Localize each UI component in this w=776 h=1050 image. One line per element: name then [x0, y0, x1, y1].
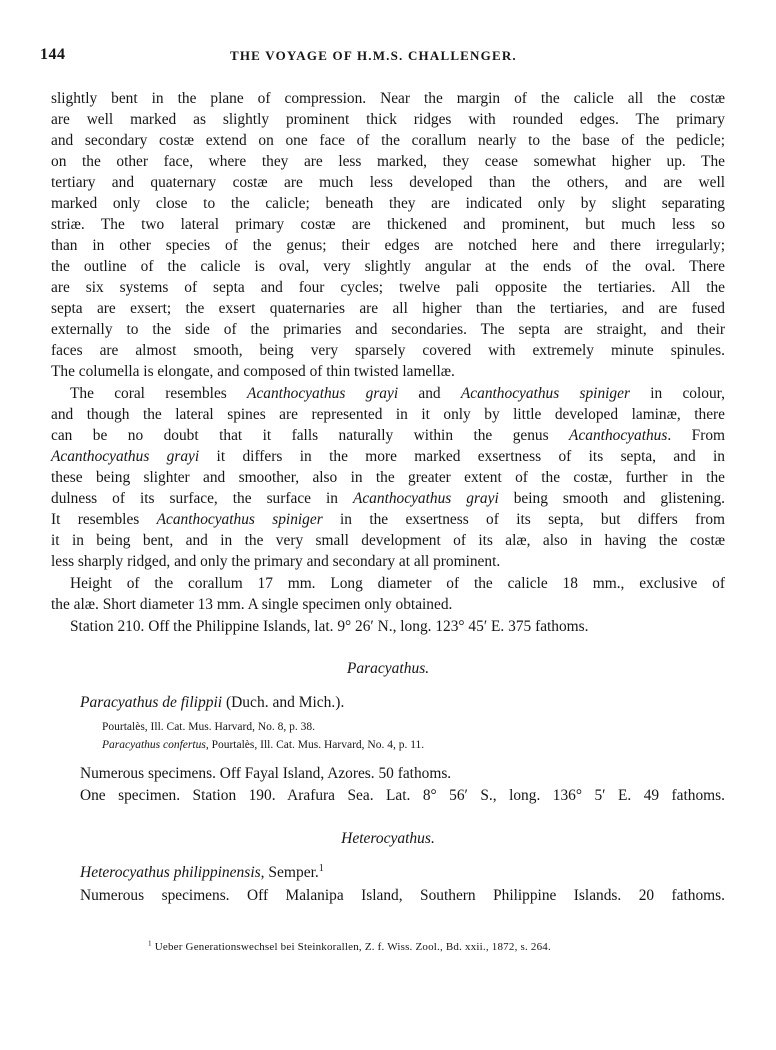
- bibliographic-reference: Paracyathus confertus, Pourtalès, Ill. Cat. Mus. Harvard, No. 4, p. 11.: [102, 739, 425, 751]
- specimen-record: One specimen. Station 190. Arafura Sea. Lat. 8° 56′ S., long. 136° 5′ E. 49 fathoms.: [80, 787, 725, 804]
- taxon-name: Acanthocyathus grayi: [51, 448, 200, 465]
- description-line: faces are almost smooth, being very sparsely covered with extremely minute spinules.: [51, 342, 725, 359]
- comparison-line: It resembles Acanthocyathus spiniger in the exsertness of its septa, but differs from: [51, 511, 726, 528]
- description-line: than in other species of the genus; their edges are notched here and there irregularly;: [51, 237, 725, 254]
- footnote-marker: 1: [148, 939, 152, 948]
- comparison-line: these being slighter and smoother, also in the greater extent of the costæ, further in the: [51, 469, 725, 486]
- taxon-name: Acanthocyathus grayi: [247, 385, 399, 402]
- bibliographic-reference: Pourtalès, Ill. Cat. Mus. Harvard, No. 8, p. 38.: [102, 721, 316, 733]
- comparison-line: less sharply ridged, and only the primary and secondary at all prominent.: [51, 553, 501, 570]
- species-name: Heterocyathus philippinensis: [80, 864, 261, 881]
- footnote: $^1$ Ueber Generationswechsel bei Steinkorallen, Z. f. Wiss. Zool., Bd. xxii., 1872, s. 264.: [148, 939, 551, 953]
- comparison-line: and though the lateral spines are represented in it only by little developed laminæ, there: [51, 406, 725, 423]
- species-title: Heterocyathus philippinensis, Semper.$^1$: [80, 862, 324, 881]
- page-number: 144: [40, 46, 66, 63]
- taxon-name: Acanthocyathus grayi: [352, 490, 499, 507]
- measurement-line: Height of the corallum 17 mm. Long diameter of the calicle 18 mm., exclusive of: [70, 575, 725, 592]
- species-name: Paracyathus de filippii: [80, 694, 223, 711]
- page-header: [40, 46, 726, 68]
- description-line: the outline of the calicle is oval, very slightly angular at the ends of the oval. There: [51, 258, 725, 275]
- footnote-marker: 1: [318, 862, 324, 874]
- description-line: slightly bent in the plane of compression. Near the margin of the calicle all the costæ: [51, 90, 725, 107]
- taxon-name: Acanthocyathus spiniger: [460, 385, 630, 402]
- description-line: are well marked as slightly prominent thick ridges with rounded edges. The primary: [51, 111, 725, 128]
- description-line: are six systems of septa and four cycles; twelve pali opposite the tertiaries. All the: [51, 279, 725, 296]
- description-line: marked only close to the calicle; beneath they are indicated only by slight separating: [51, 195, 725, 212]
- description-line: on the other face, where they are less marked, they cease somewhat higher up. The: [51, 153, 725, 170]
- specimen-record: Numerous specimens. Off Fayal Island, Azores. 50 fathoms.: [80, 765, 452, 782]
- description-line: tertiary and quaternary costæ are much less developed than the others, and are well: [51, 174, 725, 191]
- genus-heading: Paracyathus.: [346, 660, 430, 677]
- comparison-line: dulness of its surface, the surface in Acanthocyathus grayi being smooth and glistening.: [51, 490, 725, 507]
- description-line: The columella is elongate, and composed of thin twisted lamellæ.: [51, 363, 455, 380]
- comparison-line: it in being bent, and in the very small development of its alæ, also in having the costæ: [51, 532, 725, 549]
- species-title: Paracyathus de filippii (Duch. and Mich.).: [80, 694, 345, 711]
- taxon-name: Acanthocyathus spiniger: [156, 511, 323, 528]
- description-line: and secondary costæ extend on one face of the corallum nearly to the base of the pedicle;: [51, 132, 725, 149]
- measurement-line: the alæ. Short diameter 13 mm. A single specimen only obtained.: [51, 596, 453, 613]
- description-line: externally to the side of the primaries and secondaries. The septa are straight, and their: [51, 321, 725, 338]
- running-title: THE VOYAGE OF H.M.S. CHALLENGER.: [230, 48, 517, 63]
- comparison-line: The coral resembles Acanthocyathus grayi and Acanthocyathus spiniger in colour,: [70, 385, 726, 402]
- description-line: septa are exsert; the exsert quaternaries are all higher than the tertiaries, and are fused: [51, 300, 725, 317]
- description-line: striæ. The two lateral primary costæ are thickened and prominent, but much less so: [51, 216, 725, 233]
- station-record: Station 210. Off the Philippine Islands, lat. 9° 26′ N., long. 123° 45′ E. 375 fathoms.: [70, 618, 589, 635]
- comparison-line: Acanthocyathus grayi it differs in the more marked exsertness of its septa, and in: [51, 448, 725, 465]
- taxon-name: Acanthocyathus: [569, 427, 668, 444]
- genus-heading: Heterocyathus.: [341, 830, 435, 847]
- specimen-record: Numerous specimens. Off Malanipa Island, Southern Philippine Islands. 20 fathoms.: [80, 887, 725, 904]
- comparison-line: can be no doubt that it falls naturally within the genus Acanthocyathus. From: [51, 427, 725, 444]
